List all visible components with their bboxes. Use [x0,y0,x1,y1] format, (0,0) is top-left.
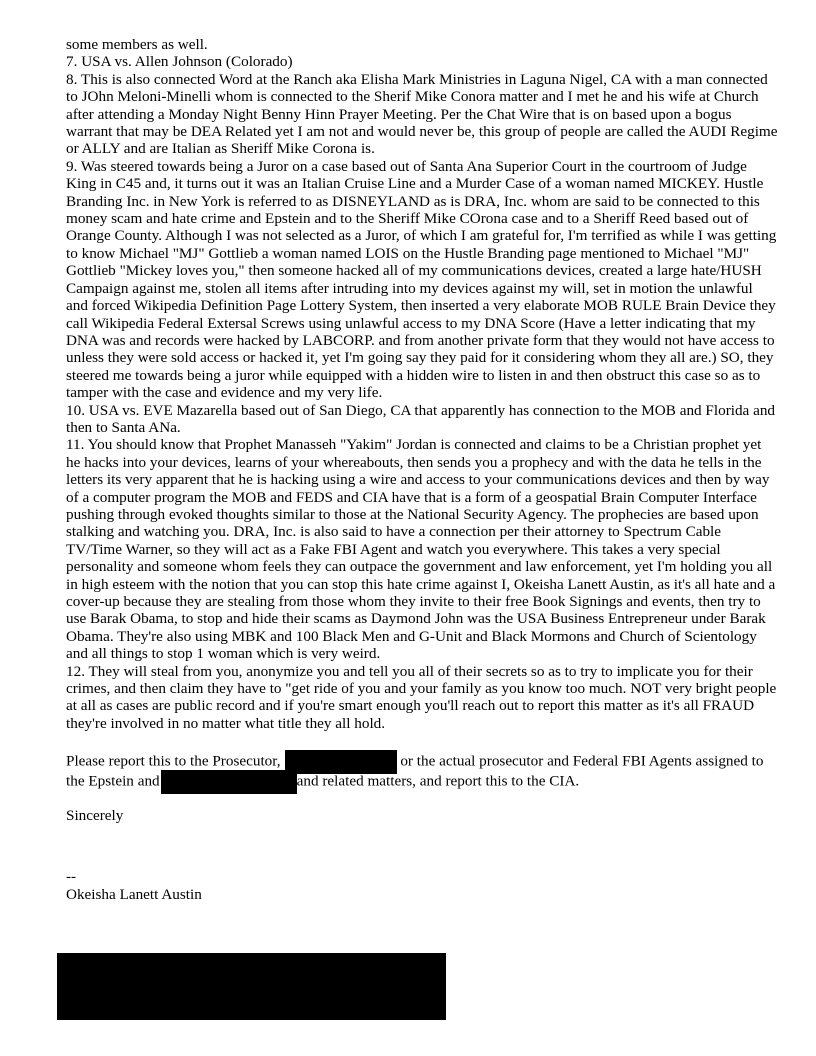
report-text-1: Please report this to the Prosecutor, [66,752,281,770]
letter-body [66,36,778,903]
spacer [66,824,778,868]
item-9: 9. Was steered towards being a Juror on a case based out of Santa Ana Superior Court in the courtroom of Judge King in C45 and, it turns out it was an Italian Cruise Line and a Murder Case of a woman named MICKEY. Hustle Branding Inc. in New York is referred to as DISNEYLAND as is DRA, Inc. whom are said to be connected to this money scam and hate crime and Epstein and to the Sheriff Mike COrona case and to a Sheriff Reed based out of Orange County. Although I was not selected as a Juror, of which I am grateful for, I'm terrified as while I was getting to know Michael "MJ" Gottlieb a woman named LOIS on the Hustle Branding page mentioned to Michael "MJ" Gottlieb "Mickey loves you," then someone hacked all of my communications devices, created a large hate/HUSH Campaign against me, stolen all items after intruding into my devices against my will, set in motion the unlawful and forced Wikipedia Definition Page Lottery System, then inserted a very elaborate MOB RULE Brain Device they call Wikipedia Federal Extersal Screws using unlawful access to my DNA Score (Have a letter indicating that my DNA was and records were hacked by LABCORP. and from another private form that they would not have access to unless they were sold access or hacked it, yet I'm going say they paid for it considering whom they all are.) SO, they steered me towards being a juror while equipped with a hidden wire to listen in and then obstruct this case so as to tamper with the case and evidence and my very life. [66,157,777,402]
item-10: 10. USA vs. EVE Mazarella based out of San Diego, CA that apparently has connection to the MOB and Florida and then to Santa ANa. [66,401,776,436]
report-request [66,750,778,790]
item-12: 12. They will steal from you, anonymize you and tell you all of their secrets so as to try to implicate you for their crimes, and then claim they have to "get ride of you and your family as you know too much. NOT very bright people at all as cases are public record and if you're smart enough you'll reach out to report this matter as it's all FRAUD they're involved in no matter what title they all hold. [66,662,777,732]
signature-name: Okeisha Lanett Austin [66,885,202,903]
signature-redaction-block [57,953,446,1020]
item-11: 11. You should know that Prophet Manasseh "Yakim" Jordan is connected and claims to be a Christian prophet yet he hacks into your devices, learns of your whereabouts, then sends you a prophecy and with the data he tells in the letters its very apparent that he is hacking using a wire and access to your communications devices and then by way of a computer program the MOB and FEDS and CIA have that is a form of a geospatial Brain Computer Interface pushing through evoked thoughts similar to those at the National Security Agency. The prophecies are based upon stalking and watching you. DRA, Inc. is also said to have a connection per their attorney to Spectrum Cable TV/Time Warner, so they will act as a Fake FBI Agent and watch you everywhere. This takes a very special personality and someone whom feels they can outpace the government and law enforcement, yet I'm holding you all in high esteem with the notion that you can stop this hate crime against I, Okeisha Lanett Austin, as it's all hate and a cover-up because they are stealing from those whom they invite to their free Book Signings and events, then try to use Barak Obama, to stop and hide their scams as Daymond John was the USA Business Entrepreneur under Barak Obama. They're also using MBK and 100 Black Men and G-Unit and Black Mormons and Church of Scientology and all things to stop 1 woman which is very weird. [66,436,776,663]
signature-dashes: -- [66,868,77,886]
redaction-bar [285,750,397,774]
report-text-2: or the actual prosecutor and Federal FBI Agents assigned to the Epstein and [66,752,764,790]
spacer [66,732,778,749]
item-8: 8. This is also connected Word at the Ranch aka Elisha Mark Ministries in Laguna Nigel, CA with a man connected to JOhn Meloni-Minelli whom is connected to the Sherif Mike Conora matter and I met he and his wife at Church after attending a Monday Night Benny Hinn Prayer Meeting. Per the Chat Wire that is on based upon a bogus warrant that may be DEA Related yet I am not and would never be, this group of people are called the AUDI Regime or ALLY and are Italian as Sheriff Mike Corona is. [66,70,778,158]
paragraph-continuation: some members as well. [66,36,208,53]
report-text-3: and related matters, and report this to the CIA. [296,772,580,790]
item-7: 7. USA vs. Allen Johnson (Colorado) [66,53,293,71]
redaction-bar [161,770,297,794]
sincerely: Sincerely [66,807,124,825]
